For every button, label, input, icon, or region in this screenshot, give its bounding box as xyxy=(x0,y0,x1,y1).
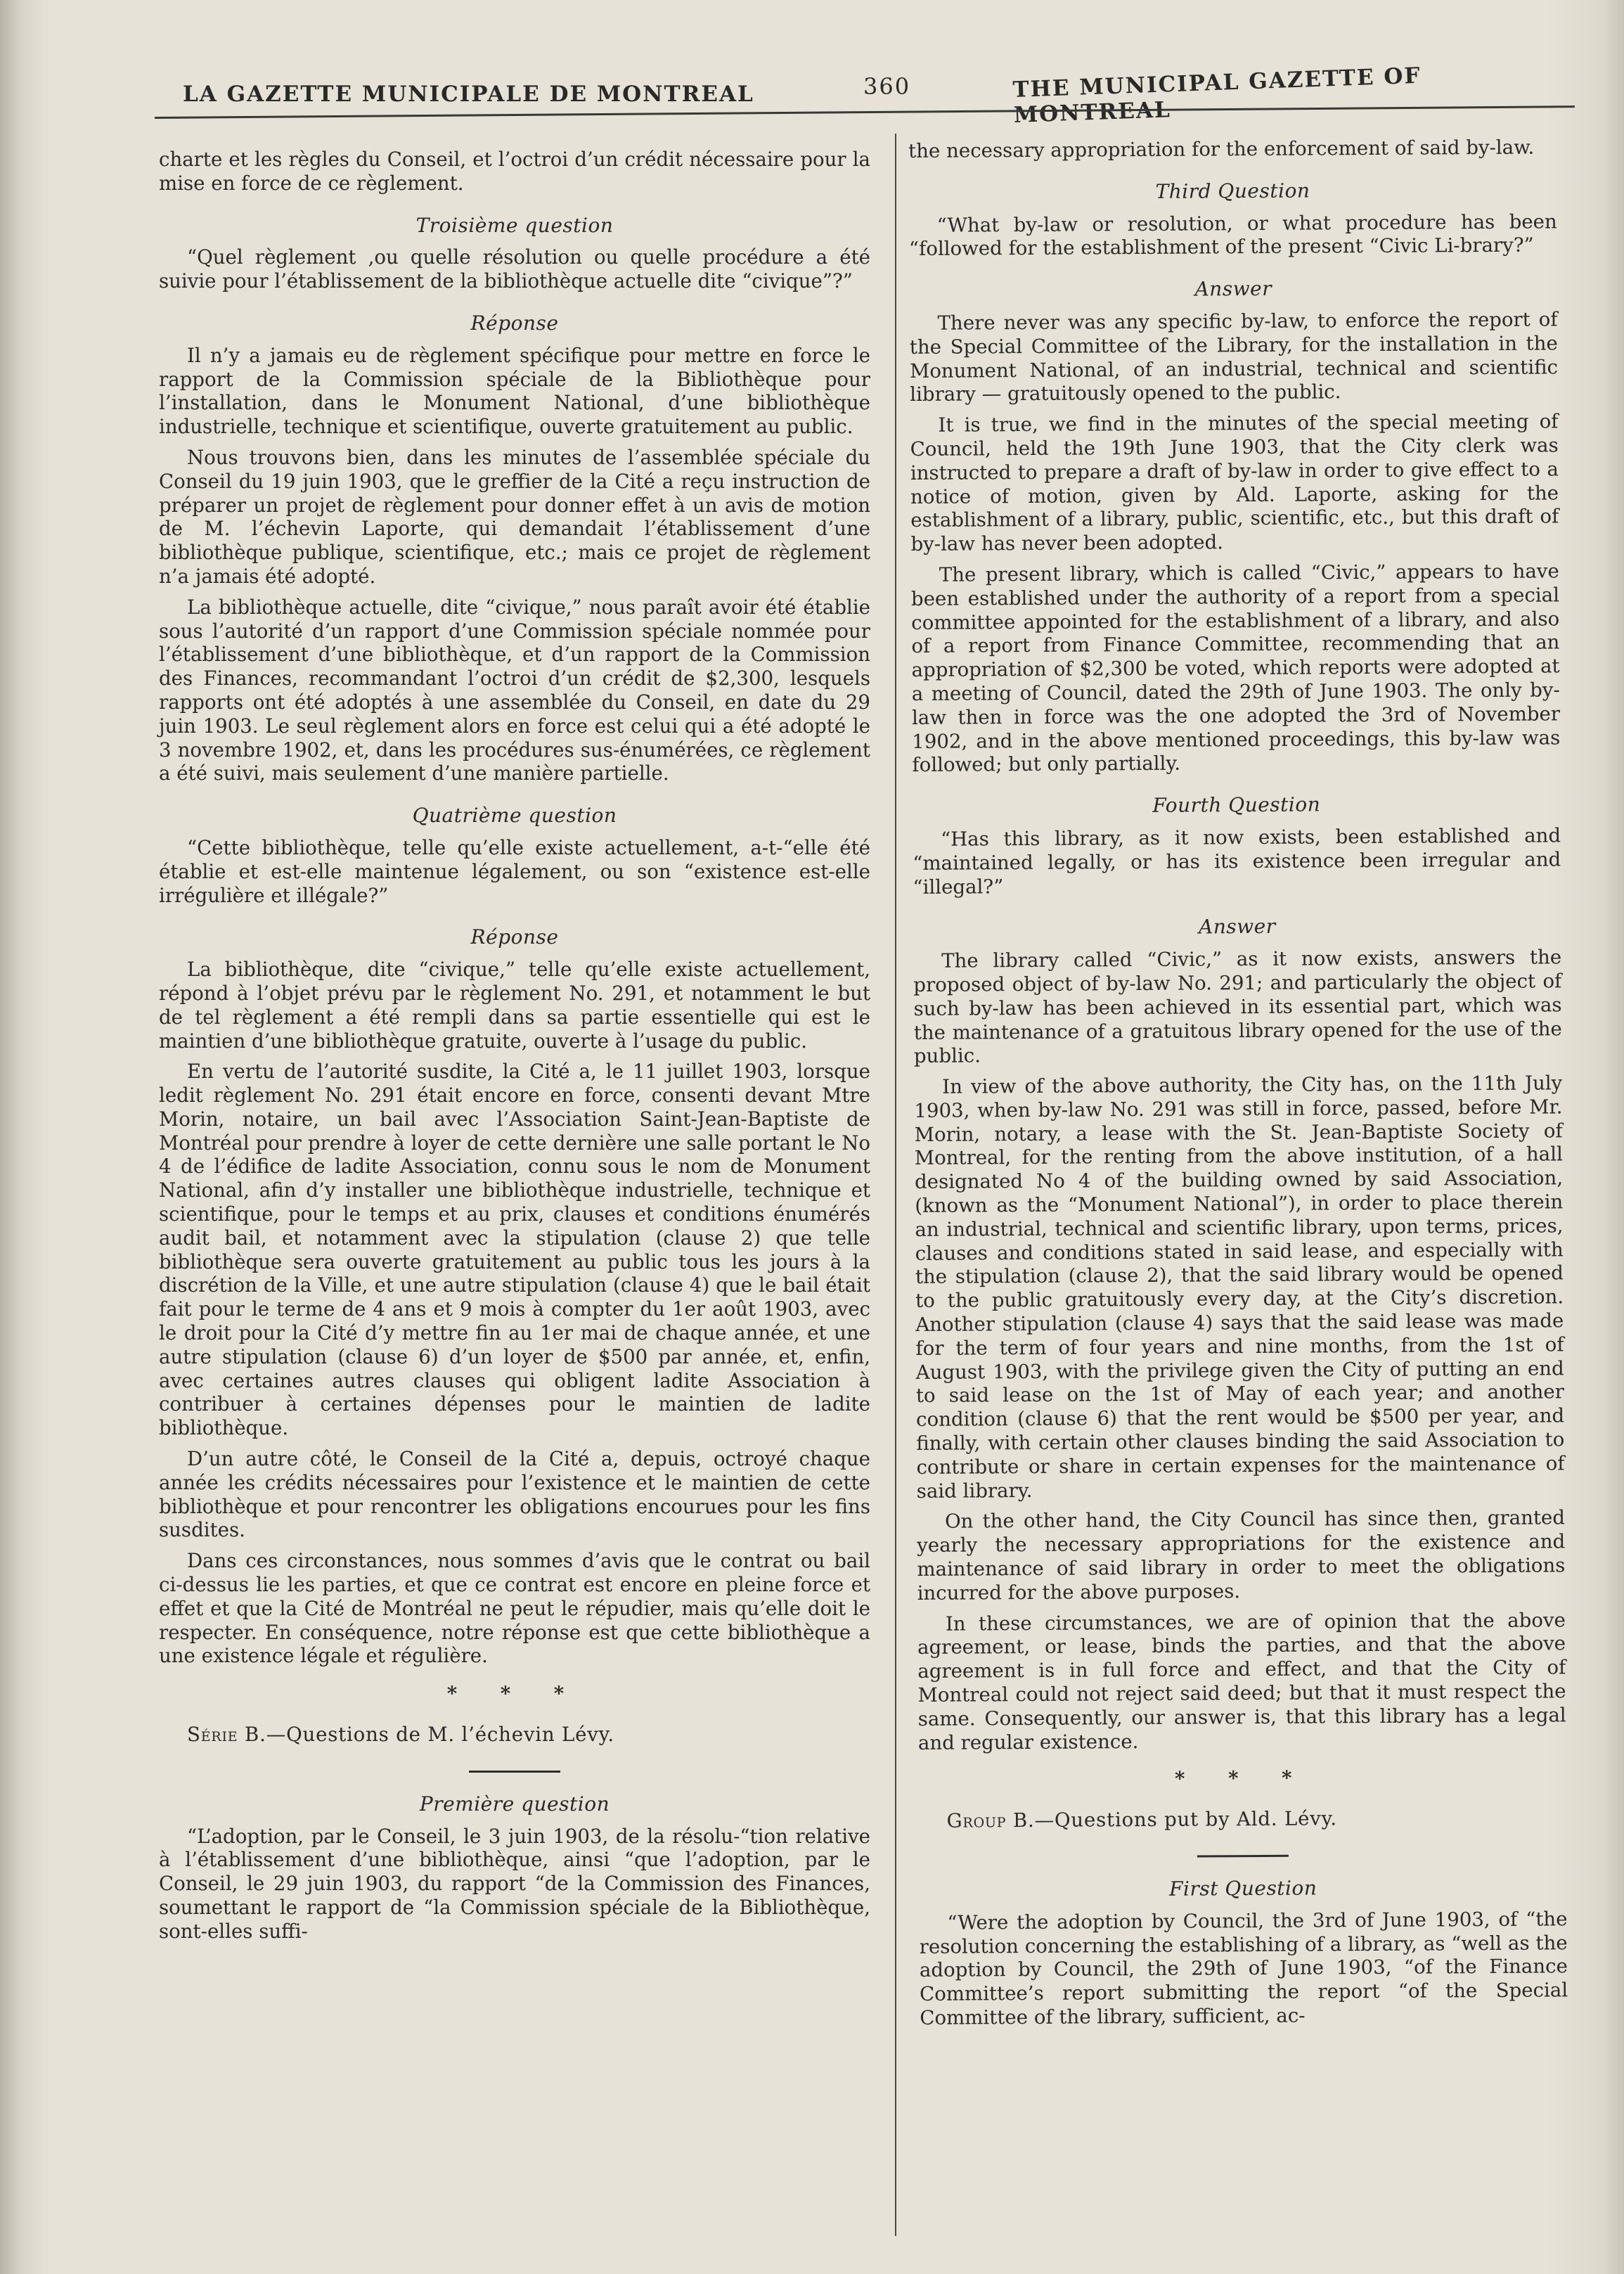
french-a4-paragraph: Dans ces circonstances, nous sommes d’avis que le contrat ou bail ci-dessus lie les parties, et que ce contrat est encore en pleine force et effet et que la Cité de Montréal ne peut le répudier, mais qu’elle doit le respecter. En conséquence, notre réponse est que cette bibliothèque a une existence légale et régulière. xyxy=(159,1549,870,1668)
short-rule xyxy=(1197,1855,1289,1858)
section-stars: * * * xyxy=(1174,1766,1310,1791)
french-q4-heading: Quatrième question xyxy=(412,804,617,828)
english-q1-heading: First Question xyxy=(1168,1876,1317,1901)
page-number: 360 xyxy=(863,73,911,100)
french-a4-paragraph: D’un autre côté, le Conseil de la Cité a, depuis, octroyé chaque année les crédits nécessaires pour l’existence et le maintien de cette bibliothèque et pour rencontrer les obligations encourues pour les fins susdites. xyxy=(159,1447,870,1542)
french-column xyxy=(159,148,870,1951)
french-masthead: LA GAZETTE MUNICIPALE DE MONTREAL xyxy=(183,82,754,107)
english-a3-paragraph: It is true, we find in the minutes of the special meeting of Council, held the 19th June 1903, that the City clerk was instructed to prepare a draft of by-law in order to give effect to a notice of motion, given by Ald. Laporte, asking for the establishment of a library, public, scientific, etc., but this draft of by-law has never been adopted. xyxy=(910,409,1559,556)
english-q4-heading: Fourth Question xyxy=(1152,792,1321,818)
french-q3-heading: Troisième question xyxy=(415,213,614,237)
french-q1-text: “L’adoption, par le Conseil, le 3 juin 1903, de la résolu-“tion relative à l’établissement d’une bibliothèque, ainsi “que l’adoption, par le Conseil, le 29 juin 1903, du rapport “de la Commission des Finances, soumettant le rapport de “la Commission spéciale de la Bibliothèque, sont-elles suffi- xyxy=(159,1824,870,1943)
french-a4-paragraph: En vertu de l’autorité susdite, la Cité a, le 11 juillet 1903, lorsque ledit règlement No. 291 était encore en force, consenti devant Mtre Morin, notaire, un bail avec l’Association Saint-Jean-Baptiste de Montréal pour prendre à loyer de cette dernière une salle portant le No 4 de l’édifice de ladite Association, connu sous le nom de Monument National, afin d’y installer une bibliothèque industrielle, technique et scientifique, pour le temps et au prix, clauses et conditions énumérés audit bail, et notamment avec la stipulation (clause 2) que telle bibliothèque sera ouverte gratuitement au public tous les jours à la discrétion de la Ville, et une autre stipulation (clause 4) que le bail était fait pour le terme de 4 ans et 9 mois à compter du 1er août 1903, avec le droit pour la Cité d’y mettre fin au 1er mai de chaque année, et une autre stipulation (clause 6) d’un loyer de $500 par année, et, enfin, avec certaines autres clauses qui obligent ladite Association à contribuer à certaines dépenses pour le maintien de ladite bibliothèque. xyxy=(159,1060,870,1440)
french-q3-text: “Quel règlement ,ou quelle résolution ou quelle procédure a été suivie pour l’établissement de la bibliothèque actuelle dite “civique”?” xyxy=(159,245,870,293)
english-q1-text: “Were the adoption by Council, the 3rd of June 1903, of “the resolution concerning the establishing of a library, as “well as the adoption by Council, the 29th of June 1903, “of the Finance Committee’s report submitting the report “of the Special Committee of the library, sufficient, ac- xyxy=(919,1907,1568,2029)
french-a4-paragraph: La bibliothèque, dite “civique,” telle qu’elle existe actuellement, répond à l’objet prévu par le règlement No. 291, et notamment le but de tel règlement a été rempli dans sa partie essentielle qui est le maintien d’une bibliothèque gratuite, ouverte à l’usage du public. xyxy=(159,958,870,1053)
french-a4-heading: Réponse xyxy=(470,925,559,949)
english-column xyxy=(908,135,1568,2036)
french-a3-paragraph: La bibliothèque actuelle, dite “civique,” nous paraît avoir été établie sous l’autorité d’un rapport d’une Commission spéciale nommée pour l’établissement d’une bibliothèque, et d’un rapport de la Commission des Finances, recommandant l’octroi d’un crédit de $2,300, lesquels rapports ont été adoptés à une assemblée du Conseil, en date du 29 juin 1903. Le seul règlement alors en force est celui qui a été adopté le 3 novembre 1902, et, dans les procédures sus-énumérées, ce règlement a été suivi, mais seulement d’une manière partielle. xyxy=(159,595,870,785)
series-label: Group B. xyxy=(946,1809,1035,1832)
english-a4-paragraph: The library called “Civic,” as it now exists, answers the proposed object of by-law No. 291; and particularly the object of such by-law has been achieved in its essential part, which was the maintenance of a gratuitous library opened for the use of the public. xyxy=(913,945,1562,1068)
series-label: Série B. xyxy=(187,1723,266,1747)
english-a3-paragraph: There never was any specific by-law, to enforce the report of the Special Committee of the Library, for the installation in the Monument National, of an industrial, technical and scientific library — gratuitously opened to the public. xyxy=(909,307,1559,406)
series-text: —Questions de M. l’échevin Lévy. xyxy=(266,1723,614,1747)
english-a3-paragraph: The present library, which is called “Civic,” appears to have been established under the authority of a report from a special committee appointed for the establishment of a library, and also of a report from Finance Committee, recommending that an appropriation of $2,300 be voted, which reports were adopted at a meeting of Council, dated the 29th of June 1903. The only by-law then in force was the one adopted the 3rd of November 1902, and in the above mentioned proceedings, this by-law was followed; but only partially. xyxy=(910,559,1561,777)
english-masthead: THE MUNICIPAL GAZETTE OF MONTREAL xyxy=(1012,63,1422,128)
french-a3-paragraph: Il n’y a jamais eu de règlement spécifique pour mettre en force le rapport de la Commission spéciale de la Bibliothèque pour l’installation, dans le Monument National, d’une bibliothèque industrielle, technique et scientifique, ouverte gratuitement au public. xyxy=(159,343,870,439)
section-stars: * * * xyxy=(446,1682,583,1706)
column-divider xyxy=(895,134,896,2236)
series-text: —Questions put by Ald. Lévy. xyxy=(1034,1806,1337,1832)
french-intro: charte et les règles du Conseil, et l’octroi d’un crédit nécessaire pour la mise en force de ce règlement. xyxy=(159,148,870,195)
french-q1-heading: Première question xyxy=(419,1792,610,1816)
english-a4-paragraph: On the other hand, the City Council has since then, granted yearly the necessary appropriations for the existence and maintenance of said library in order to meet the obligations incurred for the above purposes. xyxy=(917,1505,1566,1605)
french-a3-paragraph: Nous trouvons bien, dans les minutes de l’assemblée spéciale du Conseil du 19 juin 1903, que le greffier de la Cité a reçu instruction de préparer un projet de règlement pour donner effet à un avis de motion de M. l’échevin Laporte, qui demandait l’établissement d’une bibliothèque publique, scientifique, etc.; mais ce projet de règlement n’a jamais été adopté. xyxy=(159,445,870,588)
english-a4-paragraph: In view of the above authority, the City has, on the 11th July 1903, when by-law No. 291 was still in force, passed, before Mr. Morin, notary, a lease with the St. Jean-Baptiste Society of Montreal, for the renting from the above institution, of a hall designated No 4 of the building owned by said Association, (known as the “Monument National”), in order to place therein an industrial, technical and scientific library, upon terms, prices, clauses and conditions stated in said lease, and especially with the stipulation (clause 2), that the said library would be opened to the public gratuitously every day, at the City’s discretion. Another stipulation (clause 4) says that the said lease was made for the term of four years and nine months, from the 1st of August 1903, with the privilege given the City of putting an end to said lease on the 1st of May of each year; and another condition (clause 6) that the rent would be $500 per year, and finally, with certain other clauses binding the said Association to contribute or share in certain expenses for the maintenance of said library. xyxy=(914,1071,1565,1503)
english-intro: the necessary appropriation for the enforcement of said by-law. xyxy=(908,135,1535,162)
page-header xyxy=(176,63,1575,128)
english-a3-heading: Answer xyxy=(1194,277,1272,301)
english-series-title xyxy=(919,1806,1567,1833)
english-a4-heading: Answer xyxy=(1198,915,1276,939)
french-a3-heading: Réponse xyxy=(470,311,559,335)
short-rule xyxy=(469,1771,560,1773)
french-q4-text: “Cette bibliothèque, telle qu’elle existe actuellement, a-t-“elle été établie et est-elle maintenue légalement, ou son “existence est-elle irrégulière et illégale?” xyxy=(159,835,870,907)
french-series-title xyxy=(159,1723,870,1747)
english-a4-paragraph: In these circumstances, we are of opinion that the above agreement, or lease, binds the parties, and that the above agreement is in full force and effect, and that the City of Montreal could not reject said deed; but that it must respect the same. Consequently, our answer is, that this library has a legal and regular existence. xyxy=(917,1607,1566,1754)
english-q3-text: “What by-law or resolution, or what procedure has been “followed for the establishment of the present “Civic Li-brary?” xyxy=(908,209,1557,261)
english-q4-text: “Has this library, as it now exists, been established and “maintained legally, or has its existence been irregular and “illegal?” xyxy=(913,823,1561,899)
english-q3-heading: Third Question xyxy=(1155,179,1310,203)
